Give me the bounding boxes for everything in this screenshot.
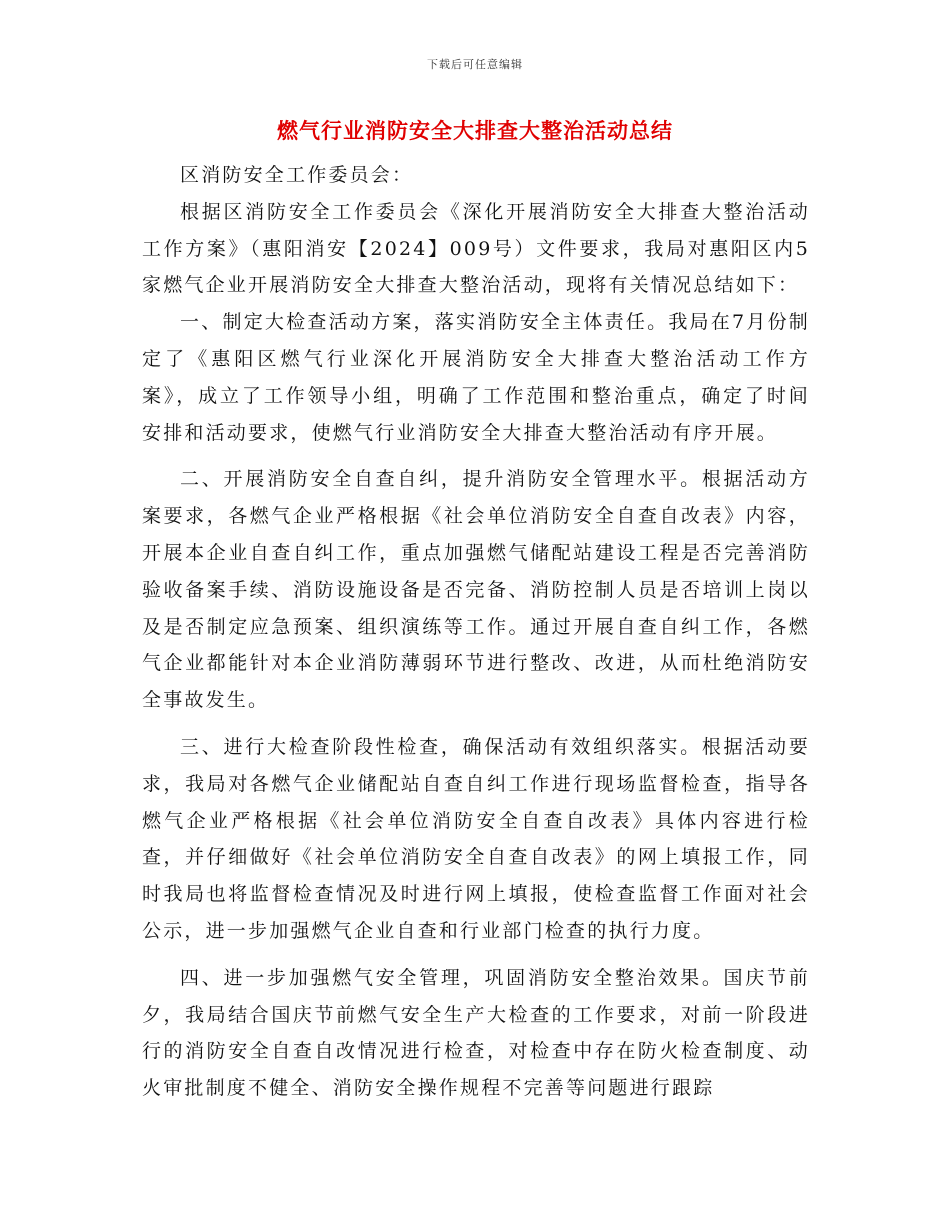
salutation: 区消防安全工作委员会： (180, 164, 414, 186)
intro-paragraph: 根据区消防安全工作委员会《深化开展消防安全大排查大整治活动工作方案》（惠阳消安【2024】009号）文件要求，我局对惠阳区内5家燃气企业开展消防安全大排查大整治活动，现将有关情况总结如下： (142, 200, 810, 297)
section-3-paragraph: 三、进行大检查阶段性检查，确保活动有效组织落实。根据活动要求，我局对各燃气企业储配站自查自纠工作进行现场监督检查，指导各燃气企业严格根据《社会单位消防安全自查自改表》具体内容进行检查，并仔细做好《社会单位消防安全自查自改表》的网上填报工作，同时我局也将监督检查情况及时进行网上填报，使检查监督工作面对社会公示，进一步加强燃气企业自查和行业部门检查的执行力度。 (142, 735, 810, 942)
document-body (142, 157, 810, 1107)
page-header: 下载后可任意编辑 (427, 58, 523, 71)
section-1-paragraph: 一、制定大检查活动方案，落实消防安全主体责任。我局在7月份制定了《惠阳区燃气行业深化开展消防安全大排查大整治活动工作方案》，成立了工作领导小组，明确了工作范围和整治重点，确定了时间安排和活动要求，使燃气行业消防安全大排查大整治活动有序开展。 (142, 311, 810, 444)
section-2-paragraph: 二、开展消防安全自查自纠，提升消防安全管理水平。根据活动方案要求，各燃气企业严格根据《社会单位消防安全自查自改表》内容，开展本企业自查自纠工作，重点加强燃气储配站建设工程是否完善消防验收备案手续、消防设施设备是否完备、消防控制人员是否培训上岗以及是否制定应急预案、组织演练等工作。通过开展自查自纠工作，各燃气企业都能针对本企业消防薄弱环节进行整改、改进，从而杜绝消防安全事故发生。 (142, 468, 810, 712)
document-title: 燃气行业消防安全大排查大整治活动总结 (277, 119, 673, 143)
section-4-paragraph: 四、进一步加强燃气安全管理，巩固消防安全整治效果。国庆节前夕，我局结合国庆节前燃气安全生产大检查的工作要求，对前一阶段进行的消防安全自查自改情况进行检查，对检查中存在防火检查制度、动火审批制度不健全、消防安全操作规程不完善等问题进行跟踪 (142, 966, 810, 1100)
